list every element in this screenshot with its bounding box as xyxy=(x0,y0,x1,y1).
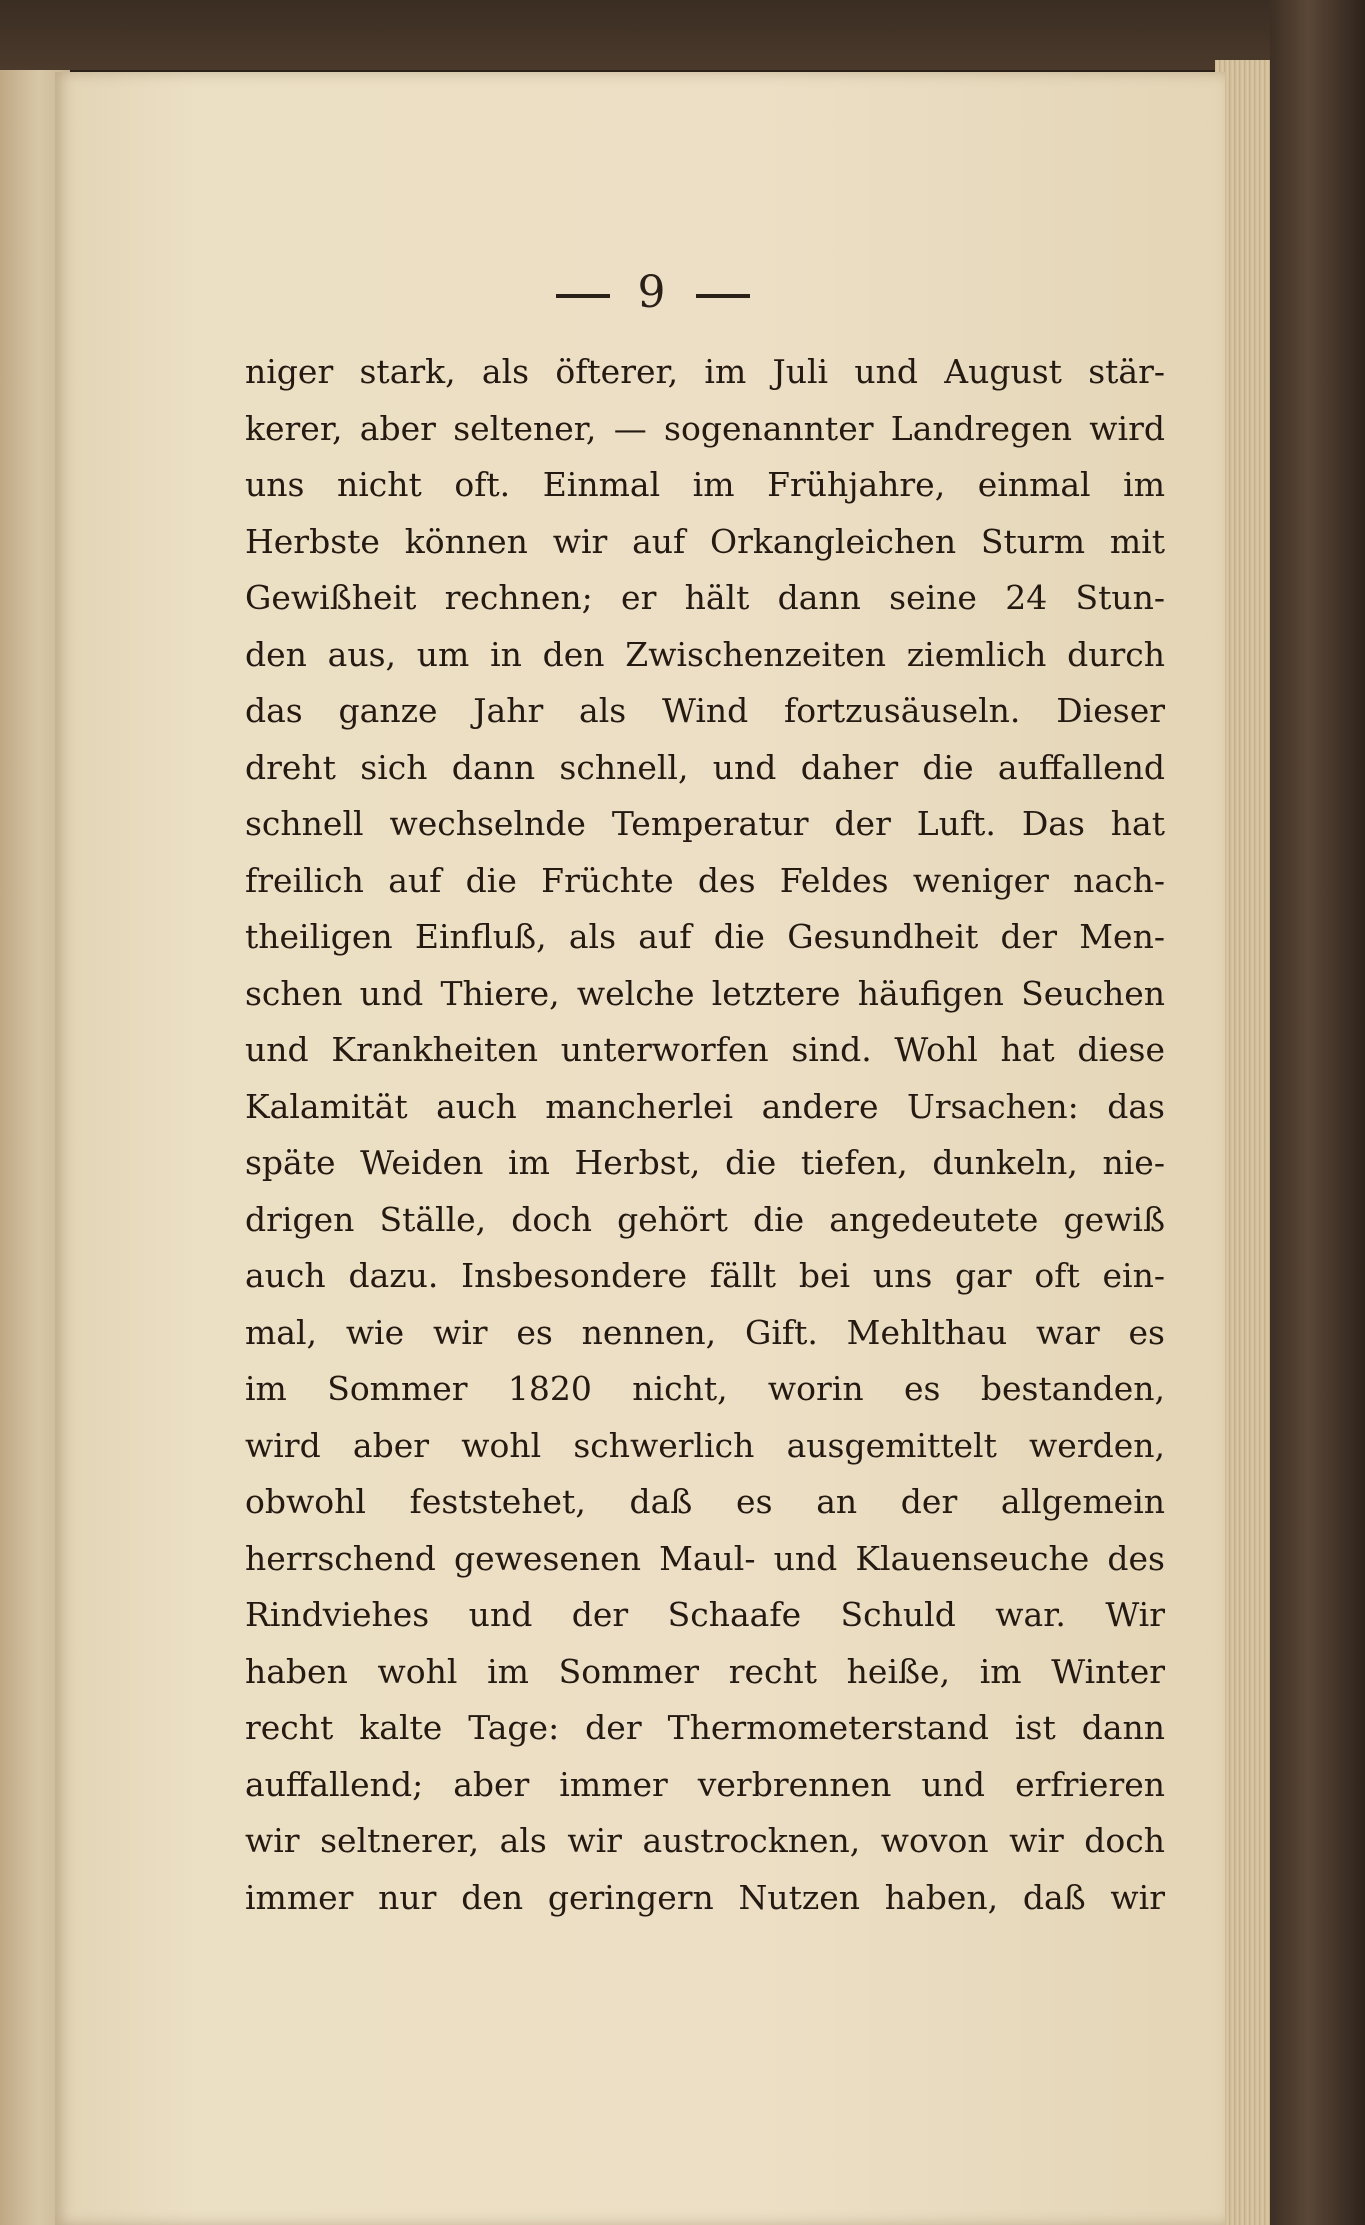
text-line: und Krankheiten unterworfen sind. Wohl hat diese xyxy=(245,1030,1165,1069)
text-line: schnell wechselnde Temperatur der Luft. Das hat xyxy=(245,804,1165,843)
header-dash-right xyxy=(696,294,750,298)
text-line: auffallend; aber immer verbrennen und erfrieren xyxy=(245,1764,1165,1804)
text-line: obwohl feststehet, daß es an der allgemein xyxy=(245,1482,1165,1521)
text-line: freilich auf die Früchte des Feldes weniger nach- xyxy=(245,860,1165,900)
book-page xyxy=(55,72,1225,2225)
text-line: herrschend gewesenen Maul- und Klauenseuche des xyxy=(245,1538,1165,1578)
text-line: wir seltnerer, als wir austrocknen, wovon wir doch xyxy=(245,1821,1165,1860)
text-line: Herbste können wir auf Orkangleichen Sturm mit xyxy=(245,521,1165,561)
text-line: mal, wie wir es nennen, Gift. Mehlthau war es xyxy=(245,1312,1165,1352)
text-line: kerer, aber seltener, — sogenannter Landregen wird xyxy=(245,408,1165,448)
text-line: Kalamität auch mancherlei andere Ursachen: das xyxy=(245,1086,1165,1126)
text-line: das ganze Jahr als Wind fortzusäuseln. Dieser xyxy=(245,691,1165,730)
book-cover-board xyxy=(1270,0,1365,2225)
text-line: immer nur den geringern Nutzen haben, daß wir xyxy=(245,1877,1165,1917)
text-line: den aus, um in den Zwischenzeiten ziemlich durch xyxy=(245,634,1165,674)
text-line: uns nicht oft. Einmal im Frühjahre, einmal im xyxy=(245,465,1165,504)
text-line: niger stark, als öfterer, im Juli und August stär- xyxy=(245,352,1165,391)
text-line: dreht sich dann schnell, und daher die auffallend xyxy=(245,747,1165,787)
text-line: Rindviehes und der Schaafe Schuld war. Wir xyxy=(245,1595,1165,1634)
book-top-edge xyxy=(0,0,1365,70)
text-line: wird aber wohl schwerlich ausgemittelt werden, xyxy=(245,1425,1165,1465)
text-line: recht kalte Tage: der Thermometerstand ist dann xyxy=(245,1708,1165,1747)
body-text xyxy=(245,344,1165,1926)
text-line: schen und Thiere, welche letztere häufigen Seuchen xyxy=(245,973,1165,1013)
text-line: theiligen Einfluß, als auf die Gesundheit der Men- xyxy=(245,917,1165,956)
header-dash-left xyxy=(556,294,610,298)
text-line: drigen Ställe, doch gehört die angedeutete gewiß xyxy=(245,1199,1165,1239)
text-line: haben wohl im Sommer recht heiße, im Winter xyxy=(245,1651,1165,1691)
text-line: im Sommer 1820 nicht, worin es bestanden, xyxy=(245,1369,1165,1408)
page-number: 9 xyxy=(637,267,668,318)
text-line: Gewißheit rechnen; er hält dann seine 24 Stun- xyxy=(245,578,1165,617)
text-line: auch dazu. Insbesondere fällt bei uns gar oft ein- xyxy=(245,1256,1165,1295)
page-header xyxy=(55,267,1250,318)
text-line: späte Weiden im Herbst, die tiefen, dunkeln, nie- xyxy=(245,1143,1165,1182)
